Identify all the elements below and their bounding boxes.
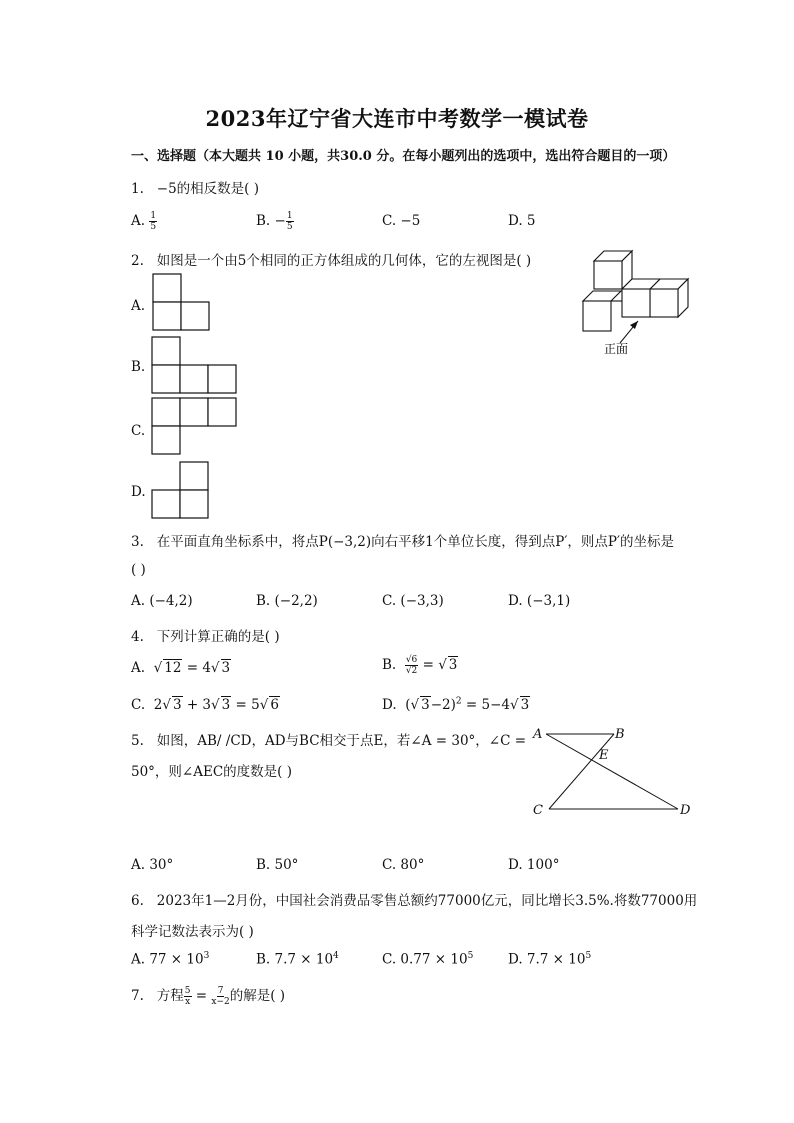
radical — [411, 697, 420, 713]
option-c — [131, 696, 280, 713]
option-a — [131, 211, 157, 232]
question-number: 6. — [131, 893, 144, 909]
question-4 — [131, 625, 280, 645]
denominator: x — [185, 997, 191, 1007]
option-c-figure — [151, 397, 241, 457]
expression: = — [418, 657, 439, 673]
question-2 — [131, 249, 531, 269]
option-c: C. −5 — [382, 213, 421, 229]
radical — [162, 697, 171, 713]
option-text: B. 7.7 × 10 — [256, 951, 334, 968]
expression: −2) — [430, 697, 456, 713]
option-d-label: D. — [131, 484, 146, 500]
question-number: 4. — [131, 629, 144, 645]
exponent: 4 — [333, 951, 339, 961]
option-label: A. — [131, 660, 146, 676]
question-number: 2. — [131, 253, 144, 269]
radical — [154, 660, 163, 676]
question-5 — [131, 729, 526, 749]
option-b: B. 50° — [256, 857, 299, 873]
option-d — [508, 951, 591, 968]
option-d: D. 100° — [508, 857, 560, 873]
option-a: A. (−4,2) — [131, 593, 193, 609]
option-a-label: A. — [131, 298, 146, 314]
option-a — [131, 951, 209, 968]
denominator: √2 — [405, 666, 418, 676]
option-d: D. (−3,1) — [508, 593, 571, 609]
question-6-continued: 科学记数法表示为( ) — [131, 924, 254, 940]
question-3 — [131, 530, 674, 550]
question-stem: 方程 — [156, 988, 184, 1004]
option-b-figure — [151, 336, 241, 396]
question-stem: 2023年1—2月份，中国社会消费品零售总额约77000亿元，同比增长3.5%.将数77000用 — [156, 893, 698, 909]
question-stem: 下列计算正确的是( ) — [156, 629, 280, 645]
exponent: 2 — [455, 696, 462, 707]
radical — [260, 697, 269, 713]
radical — [211, 697, 220, 713]
radicand: 3 — [520, 697, 530, 713]
cube-solid-figure — [578, 248, 693, 358]
question-1 — [131, 177, 259, 197]
numerator: 5 — [184, 986, 191, 996]
question-stem: 如图是一个由5个相同的正方体组成的几何体，它的左视图是( ) — [156, 253, 532, 269]
option-label: B. — [382, 657, 397, 673]
expression: = — [191, 988, 212, 1004]
expression: 2 — [153, 697, 163, 713]
option-b: B. (−2,2) — [256, 593, 318, 609]
option-label: A. — [131, 213, 146, 229]
radicand: 12 — [164, 660, 182, 676]
radical — [211, 660, 220, 676]
expression: + 3 — [182, 697, 212, 713]
point-label-a: A — [533, 727, 543, 742]
option-d-figure — [151, 461, 213, 521]
option-a: A. 30° — [131, 857, 174, 873]
point-label-d: D — [680, 803, 691, 818]
question-number: 5. — [131, 733, 144, 749]
radicand: 3 — [221, 697, 231, 713]
radicand: 3 — [421, 697, 430, 713]
option-text: D. 7.7 × 10 — [508, 951, 586, 968]
expression: = 4 — [182, 660, 211, 676]
exponent: 5 — [585, 951, 592, 961]
numerator: 7 — [217, 986, 224, 996]
question-5-continued: 50°，则∠AEC的度数是( ) — [131, 764, 292, 780]
numerator: 1 — [286, 211, 293, 221]
point-label-e: E — [599, 748, 609, 763]
question-number: 3. — [131, 534, 144, 550]
fraction — [149, 211, 157, 232]
option-b-label: B. — [131, 359, 146, 375]
option-c: C. 80° — [382, 857, 425, 873]
option-b — [256, 951, 339, 968]
option-b — [382, 655, 458, 676]
fraction — [405, 655, 418, 676]
question-number: 7. — [131, 988, 144, 1004]
page-title: 2023年辽宁省大连市中考数学一模试卷 — [205, 106, 589, 131]
question-stem: 在平面直角坐标系中，将点P(−3,2)向右平移1个单位长度，得到点P′，则点P′的坐标是 — [156, 534, 675, 550]
option-d — [382, 696, 530, 713]
fraction — [184, 986, 192, 1007]
radicand: 3 — [221, 660, 231, 676]
geometry-figure — [528, 722, 698, 822]
numerator: √6 — [405, 655, 418, 665]
question-stem: −5的相反数是( ) — [156, 181, 259, 197]
option-label: D. — [382, 697, 397, 713]
question-7 — [131, 984, 285, 1007]
option-c-label: C. — [131, 423, 146, 439]
radical — [438, 657, 447, 673]
radical — [510, 697, 519, 713]
option-c: C. (−3,3) — [382, 593, 444, 609]
option-c — [382, 951, 473, 968]
option-a-figure — [152, 273, 212, 333]
option-text: A. 77 × 10 — [131, 951, 204, 968]
minus-sign: − — [274, 213, 286, 229]
expression: = 5−4 — [461, 697, 511, 713]
question-stem: 如图，AB/ /CD，AD与BC相交于点E，若∠A = 30°，∠C = — [156, 733, 527, 749]
radicand: 3 — [448, 657, 458, 673]
option-b — [256, 211, 294, 232]
point-label-b: B — [615, 727, 625, 742]
denominator: x−2 — [211, 997, 230, 1007]
exponent: 5 — [467, 951, 474, 961]
fraction — [211, 986, 229, 1007]
fraction — [286, 211, 294, 232]
radicand: 3 — [172, 697, 182, 713]
denominator: 5 — [150, 222, 157, 232]
question-6 — [131, 889, 697, 909]
section-heading: 一、选择题（本大题共 10 小题，共30.0 分。在每小题列出的选项中，选出符合题目的一项） — [131, 149, 676, 164]
exponent: 3 — [203, 951, 210, 961]
denominator: 5 — [286, 222, 293, 232]
option-a — [131, 659, 231, 676]
expression: ( — [405, 697, 411, 713]
option-label: B. — [256, 213, 271, 229]
question-stem-end: 的解是( ) — [229, 988, 286, 1004]
expression: = 5 — [231, 697, 260, 713]
option-label: C. — [131, 697, 146, 713]
figure-caption: 正面 — [604, 342, 629, 356]
radicand: 6 — [270, 697, 279, 713]
point-label-c: C — [533, 803, 543, 818]
numerator: 1 — [150, 211, 157, 221]
question-number: 1. — [131, 181, 144, 197]
question-3-continued: ( ) — [131, 562, 146, 578]
option-d: D. 5 — [508, 213, 536, 229]
option-text: C. 0.77 × 10 — [382, 951, 468, 968]
